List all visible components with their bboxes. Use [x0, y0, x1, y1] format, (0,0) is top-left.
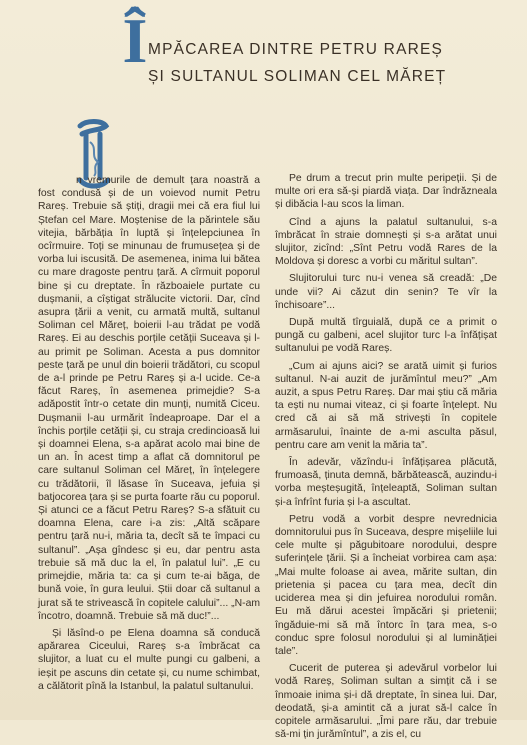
- paragraph: „Cum ai ajuns aici? se arată uimit și furios sultanul. N-ai auzit de jurămîntul meu?” „Am auzit, a spus Petru Rareș. Dar mai știu că măria ta ești nu numai viteaz, ci și foarte înțelept. Nu cred că ai să mă strivești în copitele armăsarului, înainte de a-mi asculta păsul, pentru care am venit la măria ta”.: [275, 360, 497, 451]
- paragraph-text: n vremurile de demult țara noastră a fost condusă și de un voievod numit Petru Rareș. Trebuie să știți, dragii mei că era fiul lui Ștefan cel Mare. Moștenise de la părintele său vitejia, bărbăția în luptă și înțelepciunea în ocîrmuire. Toți se minunau de frumusețea și de vorba lui iscusită. De asemenea, inima lui bătea cu mare dragoste pentru țară. A cîrmuit poporul bine și cu dreptate. În războaiele purtate cu dușmanii, a cîștigat strălucite victorii. Dar, cînd asupra țării a venit, cu armată multă, sultanul Soliman cel Măreț, boierii l-au trădat pe vodă Rareș. Ei au deschis porțile cetății Suceava și l-au primit pe Soliman. Acesta a pus domnitor peste țară pe unul din boierii trădători, cu scopul de a-l prinde pe Petru Rareș și a-l ucide. Ce-a făcut Rareș, în asemenea primejdie? S-a adăpostit într-o cetate din munți, numită Ciceu. Dușmanii l-au urmărit îndeaproape. Dar el a închis porțile cetății și, cu straja credincioasă lui și doamnei Elena, s-a apărat acolo mai bine de un an. În acest timp a aflat că domnitorul pe care sultanul Soliman cel Măreț, în înțelegere cu trădătorii, îl lăsase în Suceava, jefuia și batjocorea țara și se purta foarte rău cu poporul. Și atunci ce a făcut Petru Rareș? S-a sfătuit cu doamna Elena, care i-a zis: „Altă scăpare pentru țară nu-i, măria ta, decît să te împaci cu sultanul”. „Așa gîndesc și eu, dar pentru asta trebuie să mă duc la el, în palatul lui”. „E cu primejdie, măria ta: ca și cum te-ai băga, de bună voie, în gura leului. Știi doar că sultanul a jurat să te strivească în copitele calului”... „N-am încotro, doamnă. Trebuie să mă duc!”...: [38, 175, 260, 622]
- paragraph: Cucerit de puterea și adevărul vorbelor lui vodă Rareș, Soliman sultan a simțit că i se înmoaie inima și-i dă dreptate, în sinea lui. Dar, deodată, și-a amintit că a jurat să-l calce în copitele armăsarului. „Îmi pare rău, dar trebuie să-mi țin jurămîntul”, a zis el, cu: [275, 663, 497, 741]
- left-column: [38, 174, 260, 697]
- paragraph: După multă tîrguială, după ce a primit o pungă cu galbeni, acel slujitor turc l-a înfățișat sultanului pe vodă Rareș.: [275, 317, 497, 355]
- title-line-2: ȘI SULTANUL SOLIMAN CEL MĂREȚ: [148, 68, 447, 85]
- paragraph: Cînd a ajuns la palatul sultanului, s-a îmbrăcat în straie domnești și s-a arătat unui slujitor, zicînd: „Sînt Petru vodă Rares de la Moldova și doresc a vorbi cu măritul sultan”.: [275, 216, 497, 268]
- paragraph: Pe drum a trecut prin multe peripeții. Și de multe ori era să-și piardă viața. Dar îndrăzneala și dibăcia l-au scos la liman.: [275, 173, 497, 211]
- paragraph: Și lăsînd-o pe Elena doamna să conducă apărarea Ciceului, Rareș s-a îmbrăcat ca slujitor, a luat cu el multe pungi cu galbeni, a ieșit pe ascuns din cetate și, cu nume schimbat, a călătorit pînă la Istanbul, la palatul sultanului.: [38, 627, 260, 692]
- right-column: [275, 172, 497, 745]
- title-line-1: MPĂCAREA DINTRE PETRU RAREȘ: [148, 41, 444, 58]
- paragraph: [38, 174, 260, 623]
- paragraph: În adevăr, văzîndu-i înfățișarea plăcută, frumoasă, ținuta demnă, bărbătească, auzindu-i vorba meșteșugită, înțeleaptă, Soliman sultan și-a înfrînt furia și l-a ascultat.: [275, 457, 497, 508]
- title-initial: Î: [122, 5, 148, 76]
- paragraph: Slujitorului turc nu-i venea să creadă: „De unde vii? Ai căzut din senin? Te vîr la închisoare”...: [275, 273, 497, 311]
- article-title: [118, 5, 518, 88]
- paragraph: Petru vodă a vorbit despre nevrednicia domnitorului pus în Suceava, despre mișeliile lui cele multe și păgubitoare norodului, despre suferințele țării. Și a încheiat vorbirea cam așa: „Mai multe foloase ai avea, mărite sultan, din prietenia și pacea cu țara mea, decît din uciderea mea și din jefuirea norodului român. Eu mă dărui acestei împăcări și prietenii; îngăduie-mi să mă întorc în țara mea, s-o conduc spre folosul norodului și al luminăției tale”.: [275, 513, 497, 657]
